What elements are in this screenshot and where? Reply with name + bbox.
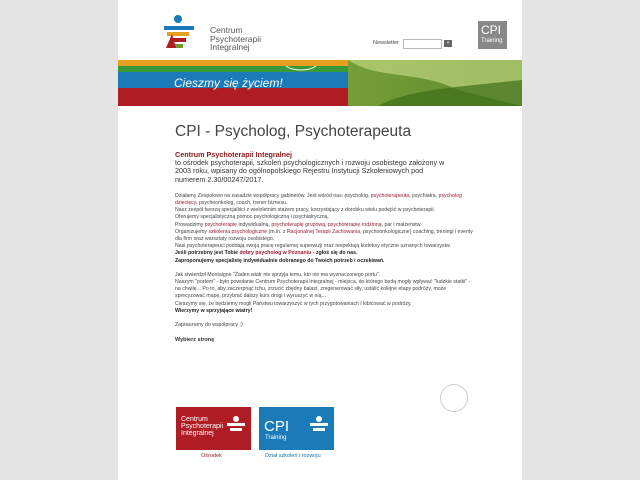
about-paragraph: Działamy Zespołowo na zasadzie współpracy gabinetów. Jest wśród nas: psycholog, psychoterapeuta, psychiatra, psycholog dziecięcy, psychoonkolog, coach, trener biznesu. Nasz zespół tworzą specjaliści z wieloletnim stażem pracy, korzystający z dorobku wielu podejść w psychoterapii. Oferujemy specjalistyczną pomoc psychologiczną i psychiatryczną. Prowadzimy psychoterapię indywidualną, psychoterapię grupową, psychoterapię rodzinną, par i małżeństw. Organizujemy szkolenia psychologiczne (m.in. z Racjonalnej Terapii Zachowania, psychoonkologiczne) coaching, treningi i eventy dla firm oraz warsztaty rozwoju osobistego. Nasi psychoterapeuci poddają swoją pracę regularnej superwizji oraz respektują kodeksy etyczne uznanych towarzystw. Jeśli potrzebny jest Tobie dobry psycholog w Poznaniu - zgłoś się do nas. Zaproponujemy specjalistę indywidualnie dobranego do Twoich potrzeb i oczekiwań. Jak stwierdził Montaigne "Żaden wiatr nie sprzyja temu, kto nie ma wyznaczonego portu". Naszym "portem" - było powołanie Centrum Psychoterapii Integralnej - miejsca, do którego będą mogły wpływać "ludzkie statki" - na chwilę... Po to, aby zaczerpnąć tchu, zrzucić zbędny balast, zregenerować siły, ustalić kolejne etapy podróży, może sprecyzować mapę, przybrać dalszy kurs drogi i wyruszyć w nią... Cieszymy się, że będziemy mogli Państwu towarzyszyć w tych przygotowaniach i kibicować w podróży. Wierzymy w sprzyjające wiatry! Zapraszamy do współpracy :) xyxy=(175,192,473,329)
cpi-badge-title: CPI xyxy=(481,23,502,37)
lead-brand: Centrum Psychoterapii Integralnej xyxy=(175,150,293,159)
logo-line: Psychoterapii xyxy=(210,33,262,44)
cpi-logo[interactable] xyxy=(140,8,262,52)
main-content xyxy=(118,106,522,343)
cpi-training-link[interactable] xyxy=(478,21,507,49)
training-link[interactable]: Dział szkoleń i rozwoju xyxy=(265,453,321,459)
figure-logo-icon xyxy=(224,415,248,439)
newsletter-input[interactable] xyxy=(403,39,442,49)
link-szkolenia[interactable]: szkolenia psychologiczne xyxy=(208,228,268,235)
invite-text: Zapraszamy do współpracy :) xyxy=(175,322,243,329)
figure-logo-icon xyxy=(307,415,331,439)
newsletter-submit-button[interactable]: » xyxy=(444,40,452,47)
osrodek-tile[interactable]: Centrum Psychoterapii Integralnej xyxy=(176,407,251,450)
quote-text: Jak stwierdził Montaigne "Żaden wiatr nie sprzyja temu, kto nie ma wyznaczonego portu". xyxy=(175,271,381,278)
header xyxy=(118,0,522,60)
page xyxy=(118,0,522,480)
choose-site-heading: Wybierz stronę xyxy=(175,337,215,344)
cpi-badge-subtitle: Training xyxy=(481,38,503,44)
link-psychoterapeuta[interactable]: psychoterapeuta xyxy=(370,192,410,199)
newsletter-label: Newsletter xyxy=(373,40,399,46)
logo-line: Integralnej xyxy=(210,42,250,52)
logo-line: Centrum xyxy=(210,25,243,35)
lead-paragraph xyxy=(175,151,450,184)
link-dobry-psycholog[interactable]: dobry psycholog w Poznaniu xyxy=(239,250,312,257)
banner-slogan: Cieszmy się życiem! xyxy=(174,76,283,90)
link-psycholog-dzieciecy[interactable]: psycholog dziecięcy xyxy=(175,192,462,207)
page-title: CPI - Psycholog, Psychoterapeuta xyxy=(175,123,412,140)
osrodek-link[interactable]: Ośrodek xyxy=(201,453,222,459)
link-psychoterapia-rodzinna[interactable]: psychoterapię rodzinną xyxy=(327,221,382,228)
training-tile[interactable]: CPI Training xyxy=(259,407,334,450)
link-rtz[interactable]: Racjonalnej Terapii Zachowania xyxy=(286,228,361,235)
lead-text: to ośrodek psychoterapii, szkoleń psychologicznych i rozwoju osobistego założony w 2003 roku, wpisany do ogólnopolskiego Rejestru Instytucji Szkoleniowych pod numerem 2.30/00247/2017. xyxy=(175,158,445,184)
seal-icon xyxy=(440,384,468,412)
link-psychoterapia[interactable]: psychoterapię xyxy=(204,221,238,228)
link-psychoterapia-grupowa[interactable]: psychoterapię grupową xyxy=(271,221,326,228)
banner xyxy=(118,60,522,106)
